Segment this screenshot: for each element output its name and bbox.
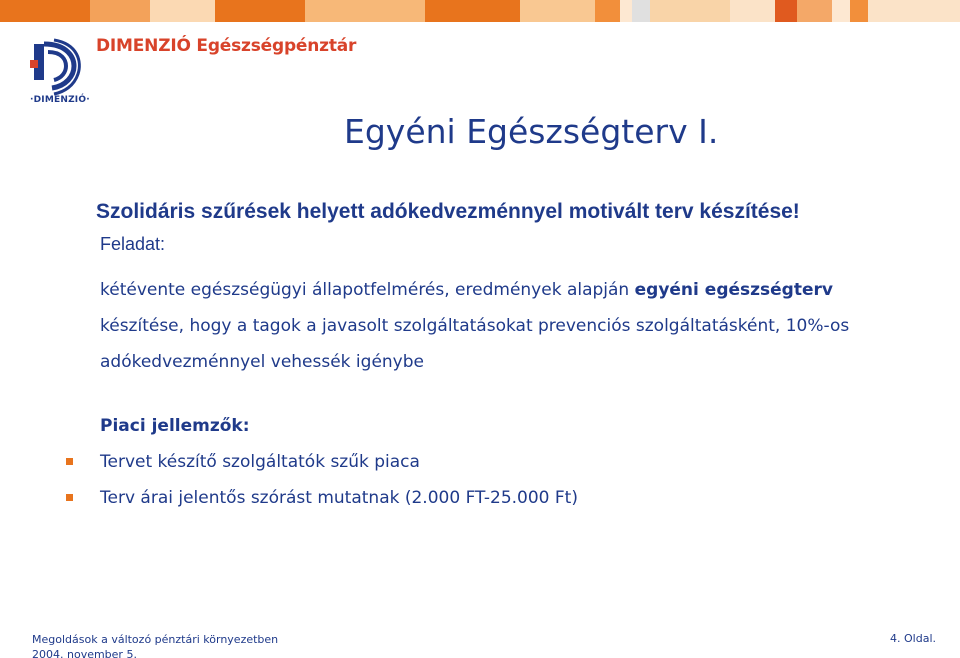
page-number: 4. Oldal. (890, 632, 936, 645)
bullet-text: Tervet készítő szolgáltatók szűk piaca (100, 452, 420, 472)
top-color-band (0, 0, 960, 22)
paragraph-line-3: adókedvezménnyel vehessék igénybe (100, 352, 424, 372)
paragraph-line-2: készítése, hogy a tagok a javasolt szolgáltatásokat prevenciós szolgáltatásként, 10%-os (100, 316, 850, 336)
bullet-square-icon (66, 458, 73, 465)
logo-caption: ·DIMENZIÓ· (30, 95, 90, 105)
paragraph-line-1 (100, 272, 930, 308)
paragraph-emphasis: egyéni egészségterv (634, 280, 833, 300)
brand-part2: Egészségpénztár (196, 36, 357, 56)
market-heading: Piaci jellemzők: (100, 416, 250, 436)
footer-line-1: Megoldások a változó pénztári környezetben (32, 633, 279, 646)
slide-subheading: Szolidáris szűrések helyett adókedvezménnyel motivált terv készítése! (96, 200, 800, 223)
slide-title: Egyéni Egészségterv I. (344, 112, 719, 151)
task-label: Feladat: (100, 234, 166, 254)
task-paragraph (100, 272, 930, 380)
bullet-square-icon (66, 494, 73, 501)
brand-name (96, 36, 356, 56)
paragraph-line-1-text: kétévente egészségügyi állapotfelmérés, eredmények alapján (100, 280, 635, 300)
brand-part1: DIMENZIÓ (96, 36, 191, 56)
footer-date: 2004. november 5. (32, 648, 137, 658)
bullet-text: Terv árai jelentős szórást mutatnak (2.000 FT-25.000 Ft) (100, 488, 578, 508)
footer-info (32, 632, 278, 658)
